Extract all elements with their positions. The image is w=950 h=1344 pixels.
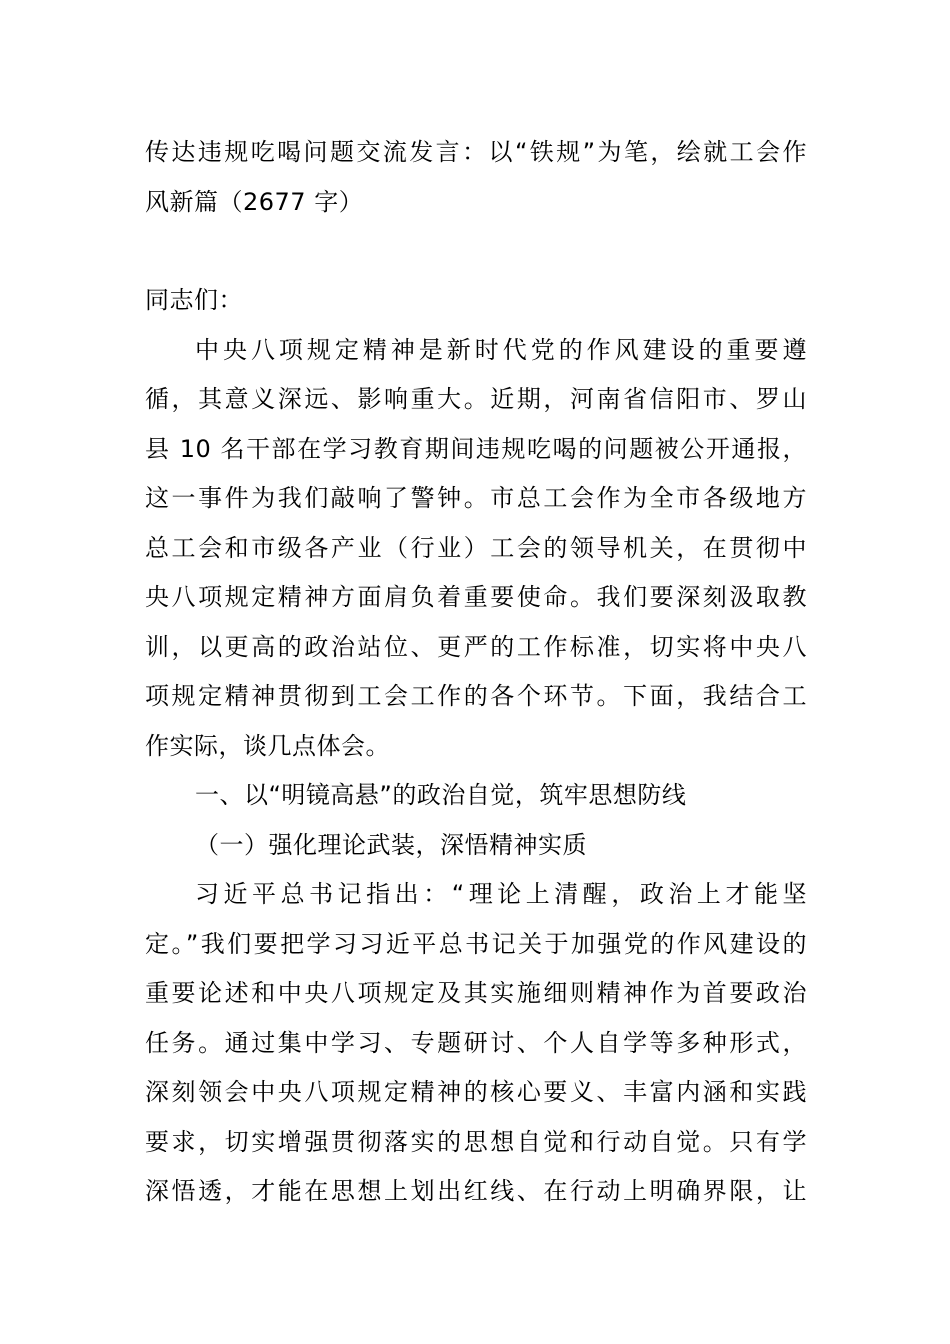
paragraph-line: 这一事件为我们敲响了警钟。市总工会作为全市各级地方 [145, 484, 807, 512]
paragraph-line: 央八项规定精神方面肩负着重要使命。我们要深刻汲取教 [145, 583, 807, 611]
paragraph-line: 总工会和市级各产业（行业）工会的领导机关，在贯彻中 [145, 533, 807, 562]
paragraph-line: 循，其意义深远、影响重大。近期，河南省信阳市、罗山 [145, 385, 807, 413]
paragraph-line: 任务。通过集中学习、专题研讨、个人自学等多种形式， [145, 1028, 807, 1057]
paragraph-line: 定。”我们要把学习习近平总书记关于加强党的作风建设的 [145, 929, 807, 958]
paragraph-line: 县 10 名干部在学习教育期间违规吃喝的问题被公开通报， [145, 434, 807, 463]
document-title [145, 128, 807, 227]
paragraph-line: 项规定精神贯彻到工会工作的各个环节。下面，我结合工 [145, 682, 807, 710]
title-line-1: 传达违规吃喝问题交流发言：以“铁规”为笔，绘就工会作 [145, 138, 807, 166]
title-line-2: 风新篇（2677 字） [145, 187, 364, 216]
paragraph-line: 训，以更高的政治站位、更严的工作标准，切实将中央八 [145, 632, 807, 661]
salutation: 同志们： [145, 286, 243, 314]
paragraph-line: 深悟透，才能在思想上划出红线、在行动上明确界限，让 [145, 1177, 807, 1205]
paragraph-line: 要求，切实增强贯彻落实的思想自觉和行动自觉。只有学 [145, 1127, 807, 1156]
document-page [145, 128, 807, 1217]
paragraph-line: 作实际，谈几点体会。 [145, 731, 390, 760]
section-heading: 一、以“明镜高悬”的政治自觉，筑牢思想防线 [195, 781, 687, 809]
paragraph-intro [145, 326, 807, 772]
paragraph-line: 深刻领会中央八项规定精神的核心要义、丰富内涵和实践 [145, 1078, 807, 1106]
subsection-heading: （一）强化理论武装，深悟精神实质 [195, 830, 587, 859]
paragraph-line: 习近平总书记指出：“理论上清醒，政治上才能坚 [195, 880, 807, 908]
paragraph-theory [145, 870, 807, 1217]
paragraph-line: 中央八项规定精神是新时代党的作风建设的重要遵 [195, 335, 807, 364]
paragraph-line: 重要论述和中央八项规定及其实施细则精神作为首要政治 [145, 979, 807, 1007]
